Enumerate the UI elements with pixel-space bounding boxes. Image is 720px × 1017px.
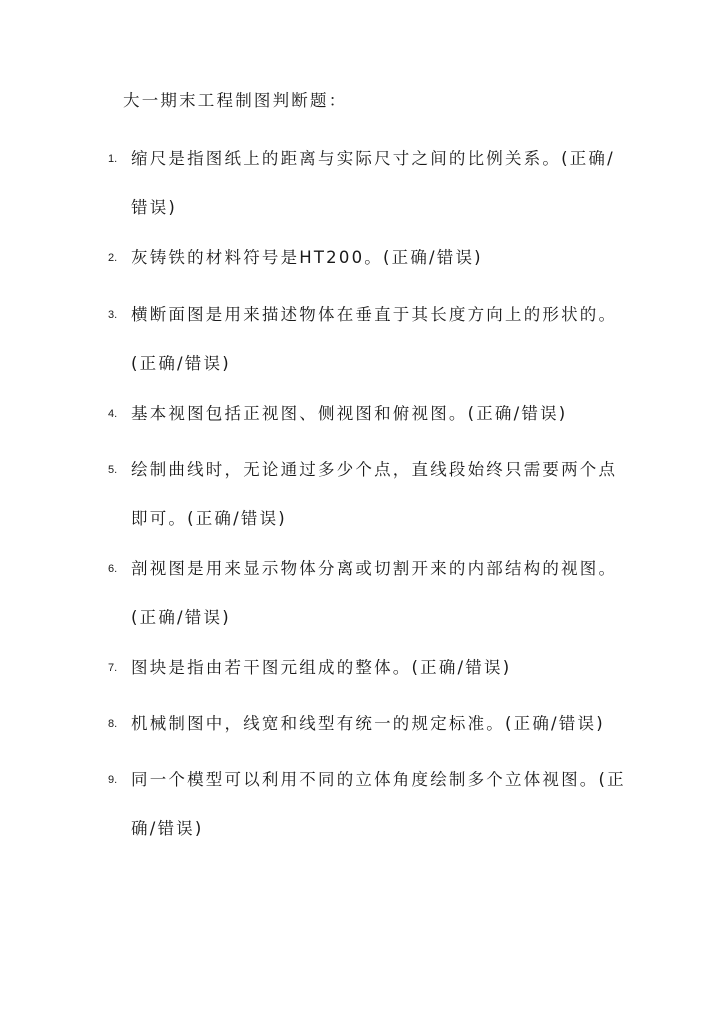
question-text: 图块是指由若干图元组成的整体。(正确/错误) <box>131 658 512 677</box>
question-number: 6. <box>108 563 118 575</box>
document-title: 大一期末工程制图判断题： <box>123 91 348 110</box>
question-number: 4. <box>108 408 118 420</box>
question-number: 5. <box>108 464 118 476</box>
question-number: 2. <box>108 252 118 264</box>
question-text: 灰铸铁的材料符号是HT200。(正确/错误) <box>131 248 483 267</box>
question-number: 3. <box>108 309 118 321</box>
question-number: 1. <box>108 153 118 165</box>
question-number: 8. <box>108 718 118 730</box>
question-text: 机械制图中，线宽和线型有统一的规定标准。(正确/错误) <box>131 714 605 733</box>
question-number: 9. <box>108 774 118 786</box>
question-text: 绘制曲线时，无论通过多少个点，直线段始终只需要两个点即可。(正确/错误) <box>131 460 618 528</box>
question-text: 同一个模型可以利用不同的立体角度绘制多个立体视图。(正确/错误) <box>131 770 626 838</box>
question-text: 横断面图是用来描述物体在垂直于其长度方向上的形状的。(正确/错误) <box>131 305 618 373</box>
question-text: 剖视图是用来显示物体分离或切割开来的内部结构的视图。(正确/错误) <box>131 559 618 627</box>
question-number: 7. <box>108 662 118 674</box>
question-text: 基本视图包括正视图、侧视图和俯视图。(正确/错误) <box>131 404 568 423</box>
question-text: 缩尺是指图纸上的距离与实际尺寸之间的比例关系。(正确/错误) <box>131 149 615 217</box>
